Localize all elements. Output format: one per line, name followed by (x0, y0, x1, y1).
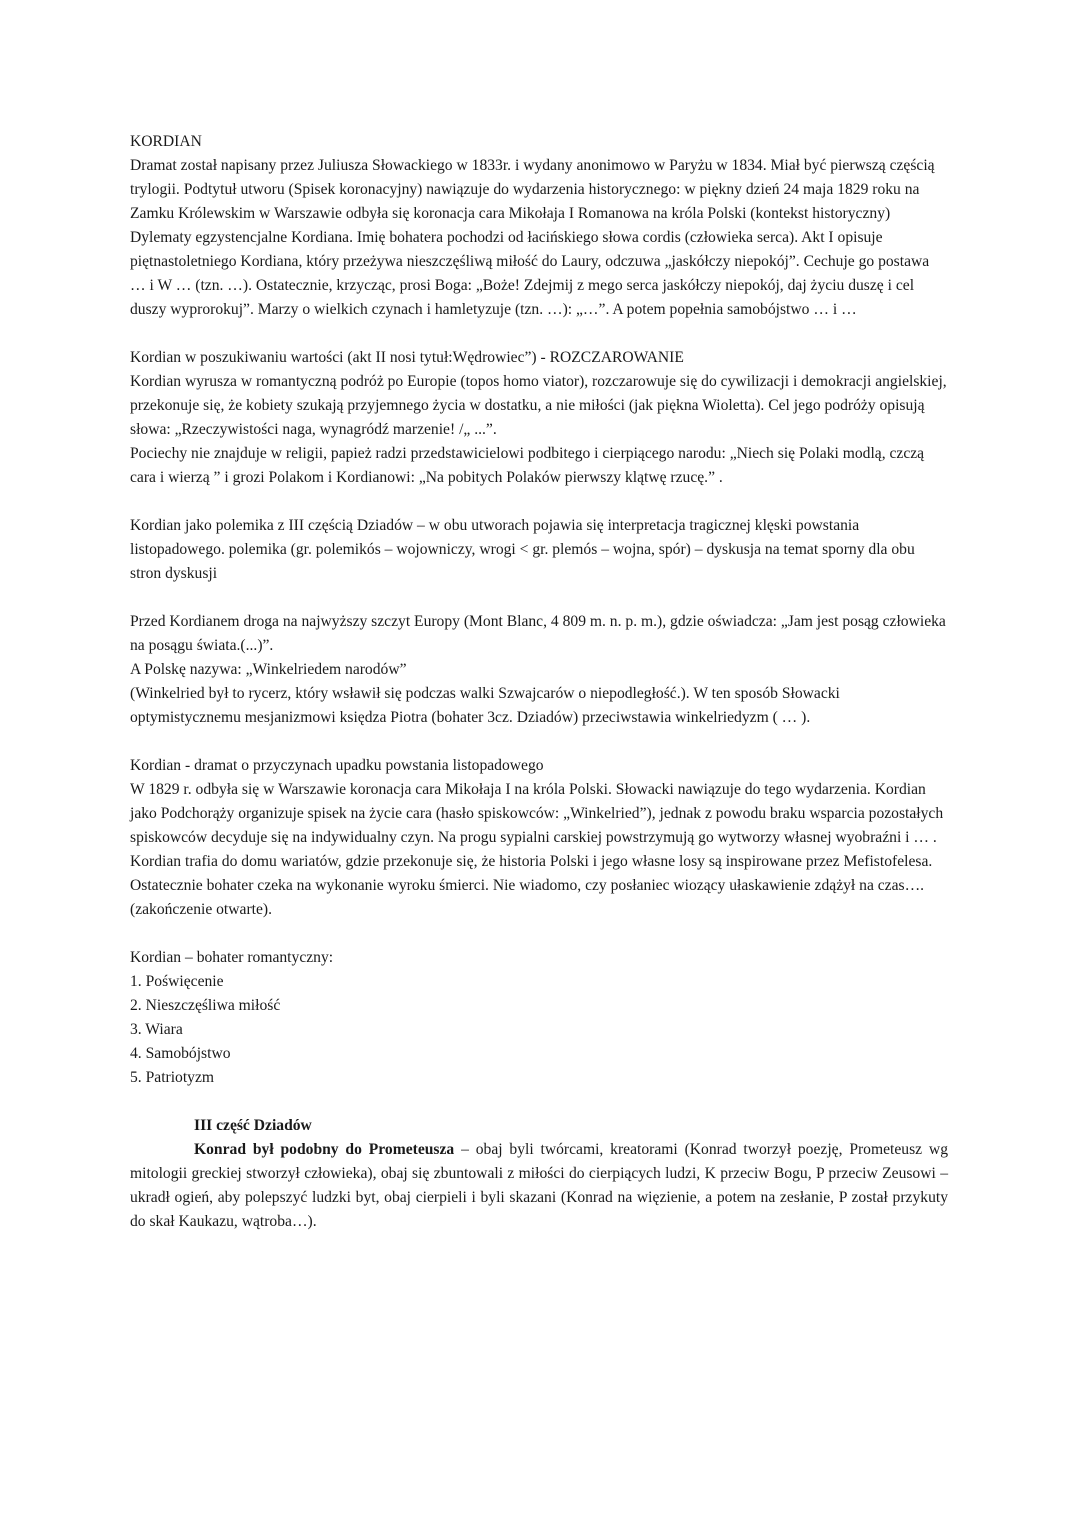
paragraph-winkelried-name: A Polskę nazywa: „Winkelriedem narodów” (130, 661, 407, 678)
paragraph-winkelried-explain: (Winkelried był to rycerz, który wsławił się podczas walki Szwajcarów o niepodległość.). W ten sposób Słowacki optymistycznemu mesjanizmowi księdza Piotra (bohater 3cz. Dziadów) przeciwstawia winkelriedyzm ( … ). (130, 685, 840, 726)
paragraph-prometheus (130, 1138, 948, 1234)
document-title: KORDIAN (130, 133, 202, 150)
section-heading-dziady: III część Dziadów (194, 1117, 312, 1134)
section-heading-values: Kordian w poszukiwaniu wartości (akt II nosi tytuł:Wędrowiec”) - ROZCZAROWANIE (130, 349, 684, 366)
spacer (130, 322, 948, 346)
bold-lead: Konrad był podobny do Prometeusza (194, 1141, 455, 1158)
spacer (130, 1090, 948, 1114)
paragraph-journey: Kordian wyrusza w romantyczną podróż po Europie (topos homo viator), rozczarowuje się do cywilizacji i demokracji angielskiej, przekonuje się, że kobiety szukają przyjemnego życia w dostatku, a nie miłości (jak piękna Wioletta). Cel jego podróży opisują słowa: „Rzeczywistości naga, wynagródź marzenie! /„ ...”. (130, 373, 947, 438)
paragraph-prometheus-rest: – obaj byli twórcami, kreatorami (Konrad tworzył poezję, Prometeusz wg mitologii greckiej stworzył człowieka), obaj się zbuntowali z miłości do cierpiących ludzi, K przeciw Bogu, P przeciw Zeusowi – ukradł ogień, aby polepszyć ludzki byt, obaj cierpieli i byli skazani (Konrad na więzienie, a potem na zesłanie, P został przykuty do skał Kaukazu, wątroba…). (130, 1141, 948, 1230)
spacer (130, 922, 948, 946)
list-item: 1. Poświęcenie (130, 973, 224, 990)
paragraph-polemic: Kordian jako polemika z III częścią Dziadów – w obu utworach pojawia się interpretacja tragicznej klęski powstania listopadowego. polemika (gr. polemikós – wojowniczy, wrogi < gr. plemós – wojna, spór) – dyskusja na temat sporny dla obu stron dyskusji (130, 517, 915, 582)
paragraph-intro: Dramat został napisany przez Juliusza Słowackiego w 1833r. i wydany anonimowo w Paryżu w 1834. Miał być pierwszą częścią trylogii. Podtytuł utworu (Spisek koronacyjny) nawiązuje do wydarzenia historycznego: w piękny dzień 24 maja 1829 roku na Zamku Królewskim w Warszawie odbyła się koronacja cara Mikołaja I Romanowa na króla Polski (kontekst historyczny) (130, 157, 935, 222)
section-heading-uprising: Kordian - dramat o przyczynach upadku powstania listopadowego (130, 757, 544, 774)
spacer (130, 490, 948, 514)
paragraph-coronation: W 1829 r. odbyła się w Warszawie koronacja cara Mikołaja I na króla Polski. Słowacki nawiązuje do tego wydarzenia. Kordian jako Podchorąży organizuje spisek na życie cara (hasło spiskowców: „Winkelried”), jednak z powodu braku wsparcia pozostałych spiskowców decyduje się na indywidualny czyn. Na progu sypialni carskiej powstrzymują go wytworzy własnej wyobraźni i … . (130, 781, 944, 846)
list-item: 5. Patriotyzm (130, 1069, 215, 1086)
paragraph-dilemmas: Dylematy egzystencjalne Kordiana. Imię bohatera pochodzi od łacińskiego słowa cordis (człowieka serca). Akt I opisuje piętnastoletniego Kordiana, który przeżywa nieszczęśliwą miłość do Laury, odczuwa „jaskółczy niepokój”. Cechuje go postawa … i W … (tzn. …). Ostatecznie, krzycząc, prosi Boga: „Boże! Zdejmij z mego serca jaskółczy niepokój, daj życiu duszę i cel duszy wyprorokuj”. Marzy o wielkich czynach i hamletyzuje (tzn. …): „…”. A potem popełnia samobójstwo … i … (130, 229, 930, 318)
document-page (130, 130, 948, 1234)
paragraph-mont-blanc: Przed Kordianem droga na najwyższy szczyt Europy (Mont Blanc, 4 809 m. n. p. m.), gdzie oświadcza: „Jam jest posąg człowieka na posągu świata.(...)”. (130, 613, 946, 654)
paragraph-asylum: Kordian trafia do domu wariatów, gdzie przekonuje się, że historia Polski i jego własne losy są inspirowane przez Mefistofelesa. Ostatecznie bohater czeka na wykonanie wyroku śmierci. Nie wiadomo, czy posłaniec wiozący ułaskawienie zdążył na czas…. (zakończenie otwarte). (130, 853, 933, 918)
paragraph-religion: Pociechy nie znajduje w religii, papież radzi przedstawicielowi podbitego i cierpiącego narodu: „Niech się Polaki modlą, czczą cara i wierzą ” i grozi Polakom i Kordianowi: „Na pobitych Polaków pierwszy klątwę rzucę.” . (130, 445, 925, 486)
list-item: 2. Nieszczęśliwa miłość (130, 997, 281, 1014)
section-heading-romantic-hero: Kordian – bohater romantyczny: (130, 949, 334, 966)
spacer (130, 730, 948, 754)
list-item: 3. Wiara (130, 1021, 183, 1038)
list-item: 4. Samobójstwo (130, 1045, 231, 1062)
spacer (130, 586, 948, 610)
